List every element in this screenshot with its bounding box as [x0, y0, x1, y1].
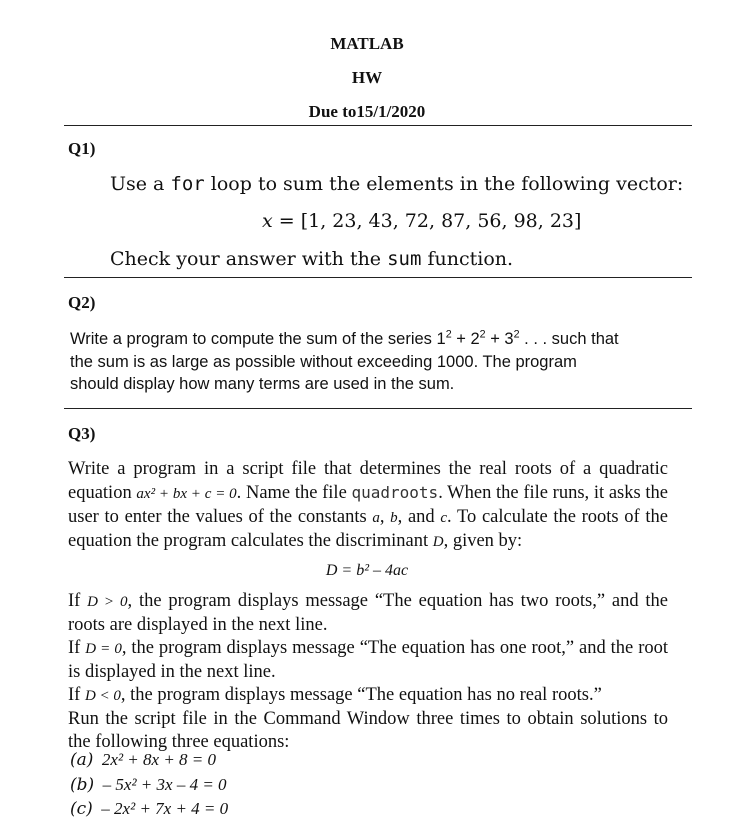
divider	[64, 408, 692, 409]
q3-equation-a: (a) 2x² + 8x + 8 = 0	[70, 750, 217, 770]
q3-case3: If D < 0, the program displays message “The equation has no real roots.”	[68, 685, 602, 705]
divider	[64, 125, 692, 126]
q1-check-text: Check your answer with the	[110, 248, 388, 270]
q2-label: Q2)	[68, 293, 96, 312]
q1-check-post: function.	[421, 248, 514, 270]
q2-text	[70, 328, 690, 396]
q1-vector	[262, 210, 581, 232]
q3-inline-equation: ax² + bx + c = 0	[136, 486, 237, 502]
q3-code-file: quadroots	[351, 483, 439, 502]
q3-equation-b: (b) – 5x² + 3x – 4 = 0	[70, 775, 227, 795]
q3-discriminant-formula: D = b² – 4ac	[325, 562, 409, 579]
q3-run-text: Run the script file in the Command Window three times to obtain solutions to the following three equations:	[68, 709, 668, 752]
q3-case2: If D = 0, the program displays message “The equation has one root,” and the root is displayed in the next line.	[68, 638, 669, 682]
q1-check	[110, 248, 513, 270]
q1-instruction	[110, 173, 683, 195]
divider	[64, 277, 692, 278]
q3-paragraph: Write a program in a script file that determines the real roots of a quadratic equation ax² + bx + c = 0. Name the file quadroots. When the file runs, it asks the user to enter the values of the constants a, b, and c. To calculate the roots of the equation the program calculates the discriminant D, given by:	[68, 459, 668, 551]
q3-label: Q3)	[68, 424, 96, 443]
q2-line2: the sum is as large as possible without exceeding 1000. The program	[70, 352, 577, 371]
q1-code-for: for	[170, 173, 205, 195]
q2-line3: should display how many terms are used in the sum.	[70, 375, 455, 393]
q1-code-sum: sum	[387, 248, 422, 270]
due-date: Due to15/1/2020	[308, 102, 426, 121]
q1-vector-rhs: = [1, 23, 43, 72, 87, 56, 98, 23]	[272, 210, 582, 232]
q1-vector-lhs: x	[262, 210, 273, 232]
q3-equation-c: (c) – 2x² + 7x + 4 = 0	[70, 799, 229, 819]
page-subtitle: HW	[351, 68, 383, 87]
q1-text: Use a	[110, 173, 171, 195]
page-title: MATLAB	[330, 34, 404, 53]
q3-case1: If D > 0, the program displays message “The equation has two roots,” and the roots are displayed in the next line.	[68, 591, 668, 635]
q1-label: Q1)	[68, 139, 96, 158]
q2-line1: Write a program to compute the sum of the series $1^2 + 2^2 + 3^2$ . . . such that	[70, 328, 619, 348]
q3-cases	[68, 590, 668, 754]
q1-text-post: loop to sum the elements in the following vector:	[204, 173, 684, 195]
